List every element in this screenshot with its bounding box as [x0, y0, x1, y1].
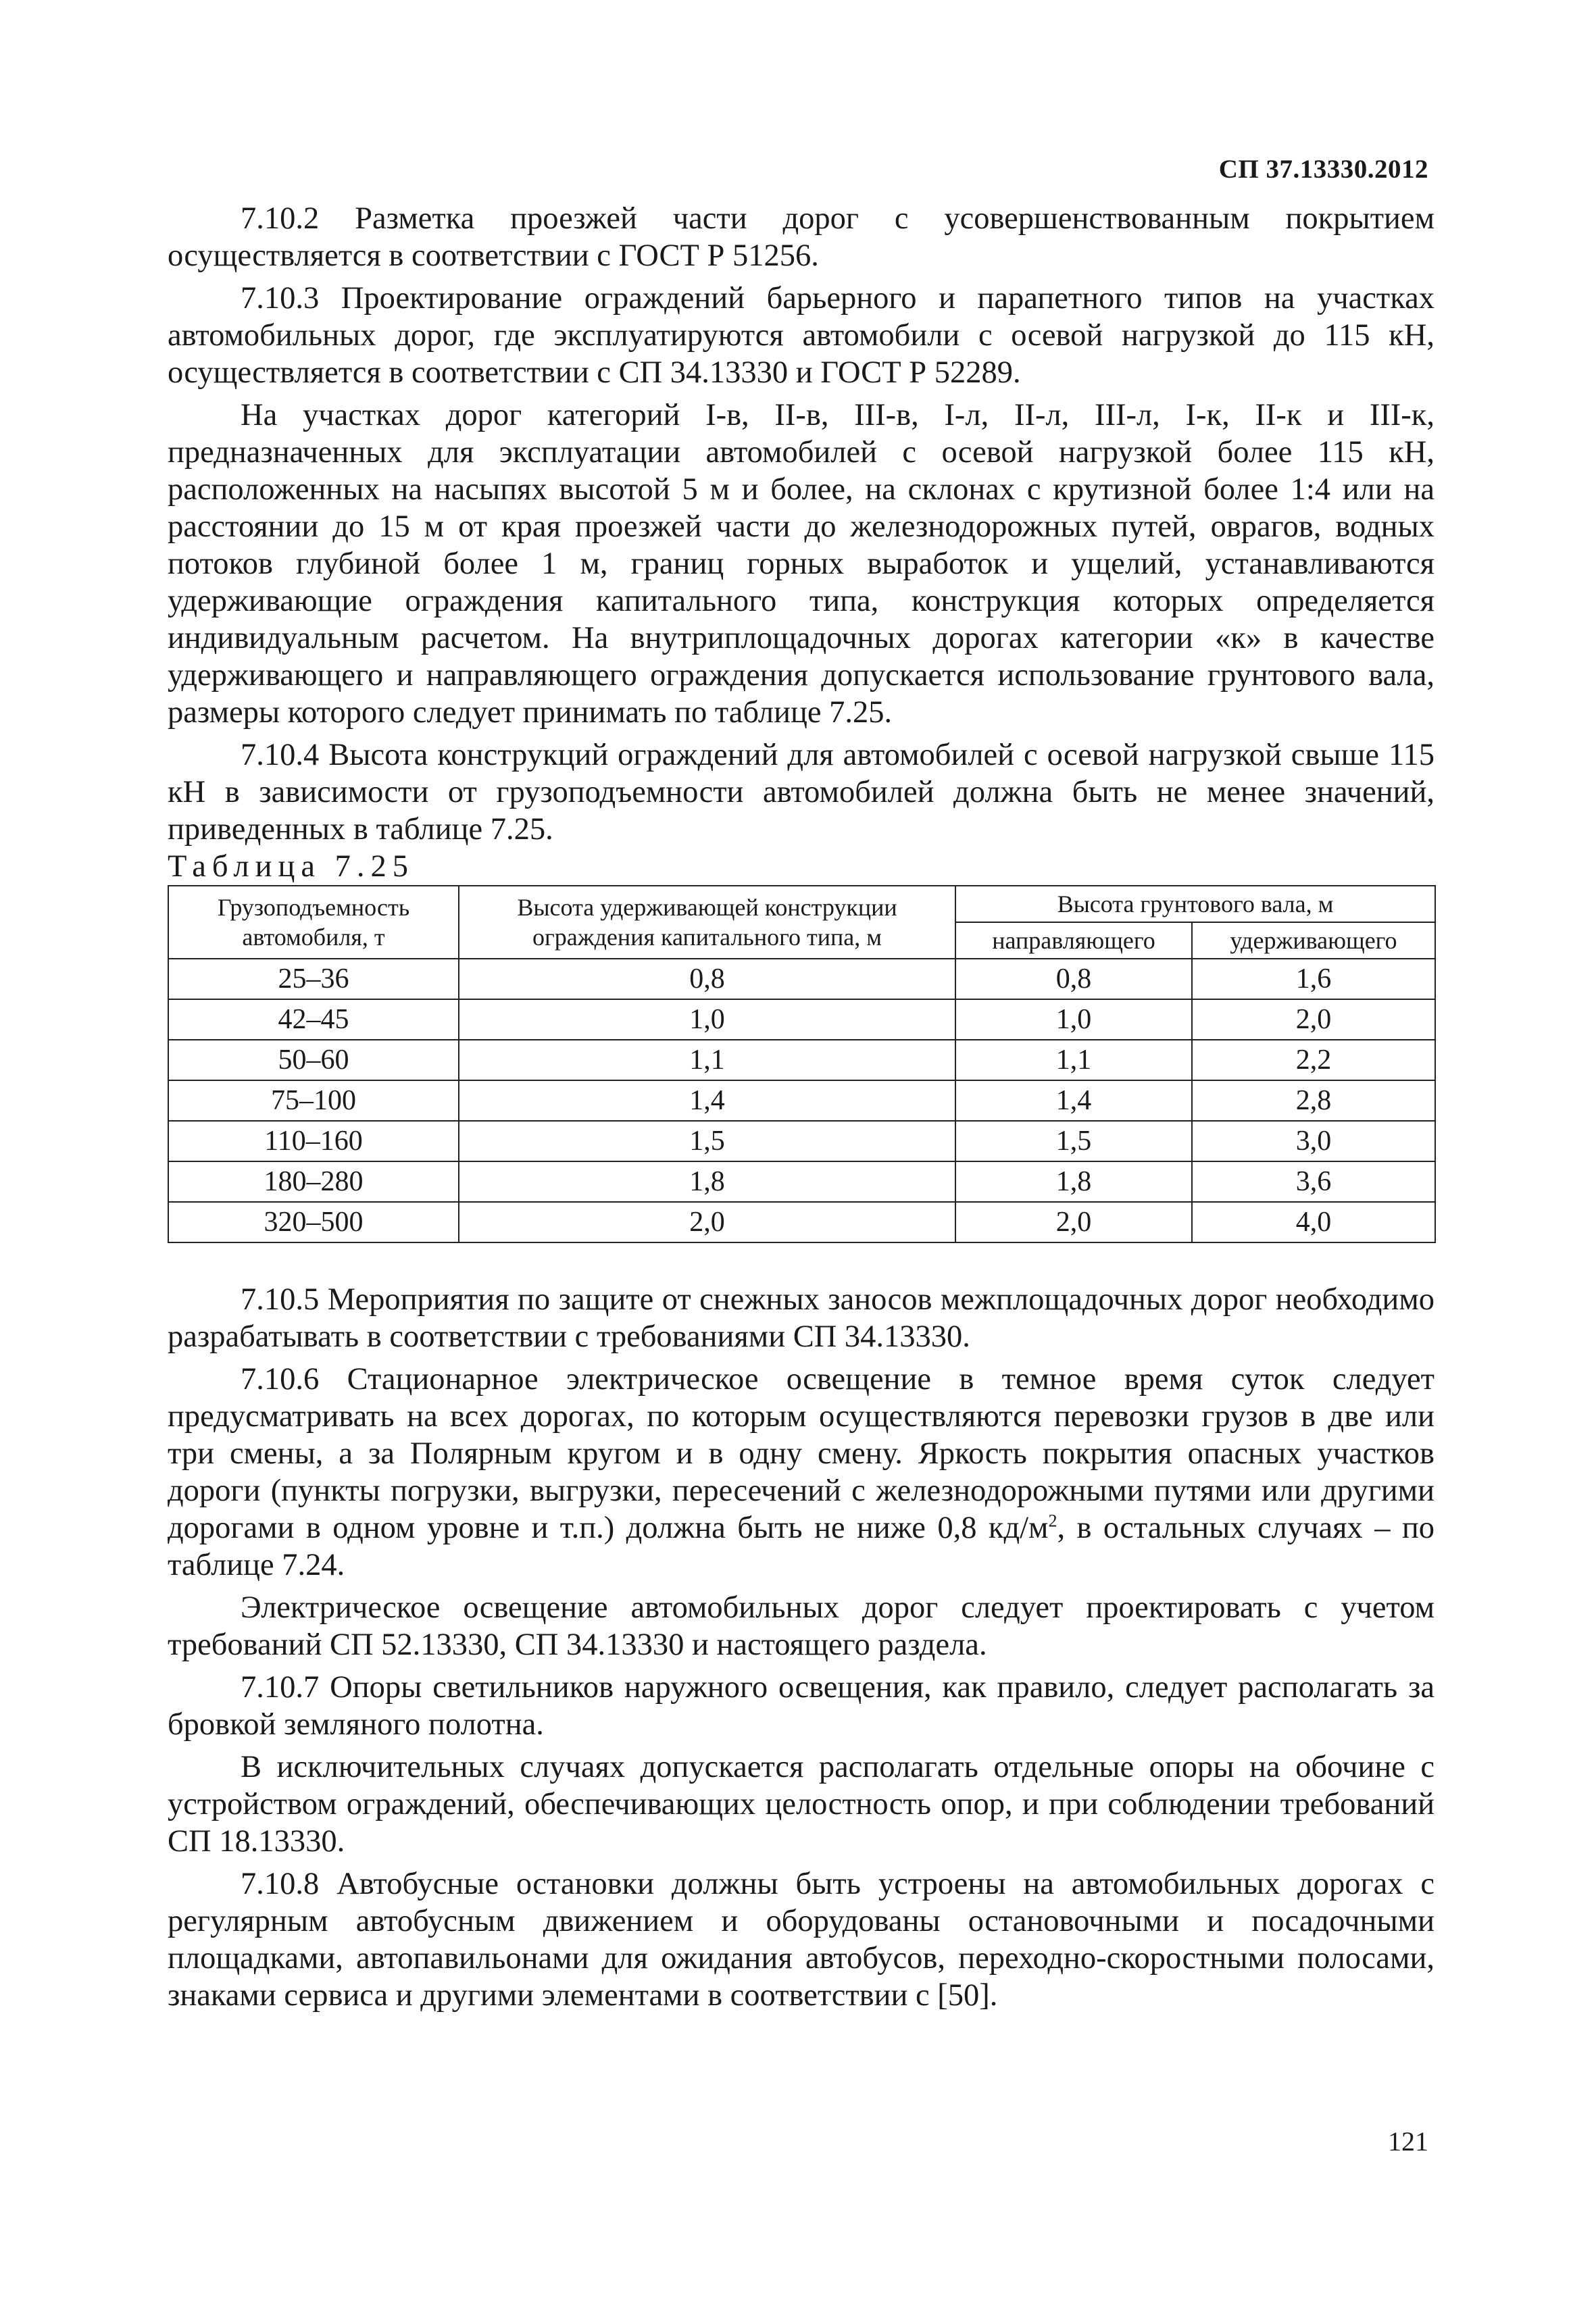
body-text	[168, 200, 1435, 2014]
paragraph-7-10-6	[168, 1361, 1435, 1584]
cell-retaining: 2,0	[1192, 999, 1435, 1040]
cell-capacity: 320–500	[168, 1202, 459, 1242]
cell-barrier-height: 1,1	[459, 1040, 955, 1080]
table-row	[168, 1161, 1435, 1202]
table-row	[168, 959, 1435, 999]
paragraph-7-10-2: 7.10.2 Разметка проезжей части дорог с усовершенствованным покрытием осуществляется в соответствии с ГОСТ Р 51256.	[168, 201, 1435, 273]
cell-retaining: 2,8	[1192, 1080, 1435, 1121]
cell-capacity: 50–60	[168, 1040, 459, 1080]
cell-guiding: 2,0	[955, 1202, 1192, 1242]
cell-retaining: 3,0	[1192, 1121, 1435, 1161]
cell-guiding: 1,8	[955, 1161, 1192, 1202]
paragraph-7-10-6-tail: , в остальных случаях – по таблице 7.24.	[168, 1511, 1435, 1582]
cell-guiding: 1,4	[955, 1080, 1192, 1121]
cell-guiding: 1,5	[955, 1121, 1192, 1161]
cell-barrier-height: 1,4	[459, 1080, 955, 1121]
table-caption: Таблица 7.25	[168, 849, 414, 884]
table-row	[168, 1202, 1435, 1242]
table-row	[168, 1080, 1435, 1121]
cell-retaining: 2,2	[1192, 1040, 1435, 1080]
table-row	[168, 999, 1435, 1040]
cell-capacity: 180–280	[168, 1161, 459, 1202]
header-earth-bank-height: Высота грунтового вала, м	[955, 886, 1435, 922]
cell-barrier-height: 1,0	[459, 999, 955, 1040]
paragraph-exceptional-cases: В исключительных случаях допускается располагать отдельные опоры на обочине с устройством ограждений, обеспечивающих целостность опор, и при соблюдении требований СП 18.13330.	[168, 1750, 1435, 1859]
superscript-2: 2	[1048, 1511, 1057, 1531]
cell-retaining: 1,6	[1192, 959, 1435, 999]
cell-capacity: 110–160	[168, 1121, 459, 1161]
cell-retaining: 4,0	[1192, 1202, 1435, 1242]
paragraph-7-10-6-main: 7.10.6 Стационарное электрическое освещение в темное время суток следует предусматривать на всех дорогах, по которым осуществляются перевозки грузов в две или три смены, а за Полярным кругом и в одну смену. Яркость покрытия опасных участков дороги (пункты погрузки, выгрузки, пересечений с железнодорожными путями или другими дорогами в одном уровне и т.п.) должна быть не ниже 0,8 кд/м	[168, 1362, 1435, 1545]
header-guiding: направляющего	[955, 922, 1192, 959]
header-capital-barrier-height: Высота удерживающей конструкции ограждения капитального типа, м	[459, 886, 955, 959]
cell-capacity: 75–100	[168, 1080, 459, 1121]
page-number: 121	[1388, 2126, 1428, 2157]
paragraph-7-10-8: 7.10.8 Автобусные остановки должны быть устроены на автомобильных дорогах с регулярным автобусным движением и оборудованы остановочными и посадочными площадками, автопавильонами для ожидания автобусов, переходно-скоростными полосами, знаками сервиса и другими элементами в соответствии с [50].	[168, 1867, 1435, 2013]
paragraph-7-10-3: 7.10.3 Проектирование ограждений барьерного и парапетного типов на участках автомобильных дорог, где эксплуатируются автомобили с осевой нагрузкой до 115 кН, осуществляется в соответствии с СП 34.13330 и ГОСТ Р 52289.	[168, 281, 1435, 390]
table-row	[168, 1040, 1435, 1080]
cell-capacity: 25–36	[168, 959, 459, 999]
table-7-25	[168, 885, 1436, 1243]
paragraph-barrier-categories: На участках дорог категорий I-в, II-в, III-в, I-л, II-л, III-л, I-к, II-к и III-к, предназначенных для эксплуатации автомобилей с осевой нагрузкой более 115 кН, расположенных на насыпях высотой 5 м и более, на склонах с крутизной более 1:4 или на расстоянии до 15 м от края проезжей части до железнодорожных путей, оврагов, водных потоков глубиной более 1 м, границ горных выработок и ущелий, устанавливаются удерживающие ограждения капитального типа, конструкция которых определяется индивидуальным расчетом. На внутриплощадочных дорогах категории «к» в качестве удерживающего и направляющего ограждения допускается использование грунтового вала, размеры которого следует принимать по таблице 7.25.	[168, 398, 1435, 730]
document-code: СП 37.13330.2012	[1218, 155, 1428, 184]
cell-guiding: 0,8	[955, 959, 1192, 999]
cell-barrier-height: 1,5	[459, 1121, 955, 1161]
paragraph-lighting-design: Электрическое освещение автомобильных дорог следует проектировать с учетом требований СП 52.13330, СП 34.13330 и настоящего раздела.	[168, 1590, 1435, 1662]
table-row	[168, 1121, 1435, 1161]
paragraph-7-10-4: 7.10.4 Высота конструкций ограждений для автомобилей с осевой нагрузкой свыше 115 кН в зависимости от грузоподъемности автомобилей должна быть не менее значений, приведенных в таблице 7.25.	[168, 738, 1435, 847]
cell-guiding: 1,1	[955, 1040, 1192, 1080]
cell-barrier-height: 2,0	[459, 1202, 955, 1242]
cell-capacity: 42–45	[168, 999, 459, 1040]
cell-retaining: 3,6	[1192, 1161, 1435, 1202]
cell-barrier-height: 1,8	[459, 1161, 955, 1202]
paragraph-7-10-5: 7.10.5 Мероприятия по защите от снежных заносов межплощадочных дорог необходимо разрабатывать в соответствии с требованиями СП 34.13330.	[168, 1282, 1435, 1354]
header-capacity: Грузоподъемность автомобиля, т	[168, 886, 459, 959]
header-retaining: удерживающего	[1192, 922, 1435, 959]
paragraph-7-10-7: 7.10.7 Опоры светильников наружного освещения, как правило, следует располагать за бровкой земляного полотна.	[168, 1670, 1435, 1742]
cell-guiding: 1,0	[955, 999, 1192, 1040]
cell-barrier-height: 0,8	[459, 959, 955, 999]
